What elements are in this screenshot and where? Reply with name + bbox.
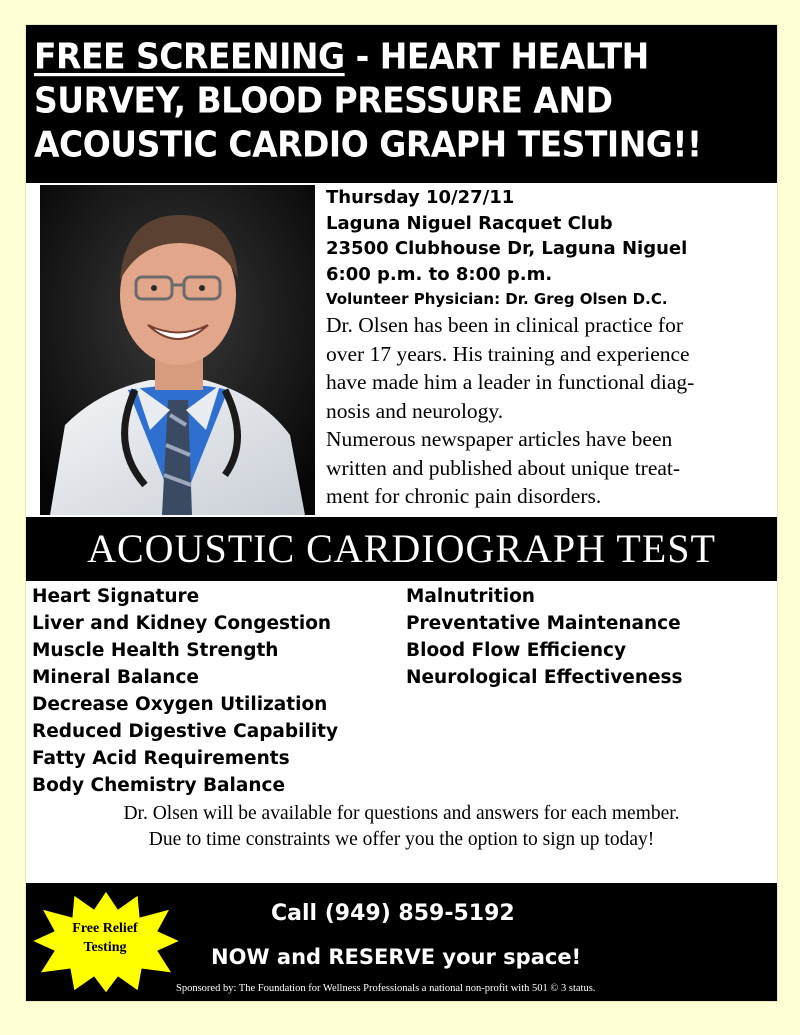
physician-bio <box>326 311 766 511</box>
list-item: Malnutrition <box>406 586 535 607</box>
list-item: Body Chemistry Balance <box>32 775 286 796</box>
bio-line: Dr. Olsen has been in clinical practice for <box>326 313 683 337</box>
notice-line: Dr. Olsen will be available for questions and answers for each member. <box>123 803 680 824</box>
title-line-1 <box>34 33 777 81</box>
flyer <box>26 25 777 1001</box>
event-time: 6:00 p.m. to 8:00 p.m. <box>326 263 553 285</box>
title-rest: - HEART HEALTH <box>344 35 649 78</box>
bio-line: have made him a leader in functional diag- <box>326 370 695 394</box>
test-banner: ACOUSTIC CARDIOGRAPH TEST <box>26 517 777 581</box>
list-item: Reduced Digestive Capability <box>32 721 339 742</box>
bio-line: over 17 years. His training and experience <box>326 341 690 366</box>
header-banner <box>26 25 777 183</box>
event-address: 23500 Clubhouse Dr, Laguna Niguel <box>326 238 688 259</box>
call-phone: Call (949) 859-5192 <box>271 901 515 926</box>
test-list-right <box>406 583 683 691</box>
physician-photo-illustration <box>40 185 315 515</box>
bio-line: nosis and neurology. <box>326 398 504 423</box>
event-venue: Laguna Niguel Racquet Club <box>326 212 613 234</box>
list-item: Neurological Effectiveness <box>406 667 683 688</box>
notice-text <box>26 801 777 853</box>
list-item: Preventative Maintenance <box>406 613 681 634</box>
list-item: Muscle Health Strength <box>32 640 279 661</box>
title-underlined: FREE SCREENING <box>34 35 345 78</box>
starburst-text <box>56 919 154 957</box>
starburst-line: Free Relief <box>72 921 138 936</box>
title-line-3: ACOUSTIC CARDIO GRAPH TESTING!! <box>34 123 702 166</box>
reserve-text: NOW and RESERVE your space! <box>211 945 582 969</box>
bio-line: Numerous newspaper articles have been <box>326 427 673 451</box>
list-item: Mineral Balance <box>32 667 199 688</box>
notice-line: Due to time constraints we offer you the option to sign up today! <box>148 829 655 850</box>
list-item: Fatty Acid Requirements <box>32 748 290 769</box>
starburst-line: Testing <box>83 940 127 955</box>
physician-photo <box>40 185 315 515</box>
event-details <box>326 185 766 511</box>
list-item: Blood Flow Efficiency <box>406 640 627 661</box>
list-item: Decrease Oxygen Utilization <box>32 694 328 715</box>
event-date: Thursday 10/27/11 <box>326 187 515 208</box>
bio-line: written and published about unique treat- <box>326 455 681 480</box>
footer-banner <box>26 883 777 1001</box>
title-line-2: SURVEY, BLOOD PRESSURE AND <box>34 79 613 122</box>
list-item: Liver and Kidney Congestion <box>32 613 332 634</box>
test-list-left <box>32 583 338 799</box>
event-physician: Volunteer Physician: Dr. Greg Olsen D.C. <box>326 290 668 308</box>
sponsor-text: Sponsored by: The Foundation for Wellness Professionals a national non-profit with 501 © 3 status. <box>176 983 596 994</box>
bio-line: ment for chronic pain disorders. <box>326 484 602 508</box>
list-item: Heart Signature <box>32 586 200 607</box>
